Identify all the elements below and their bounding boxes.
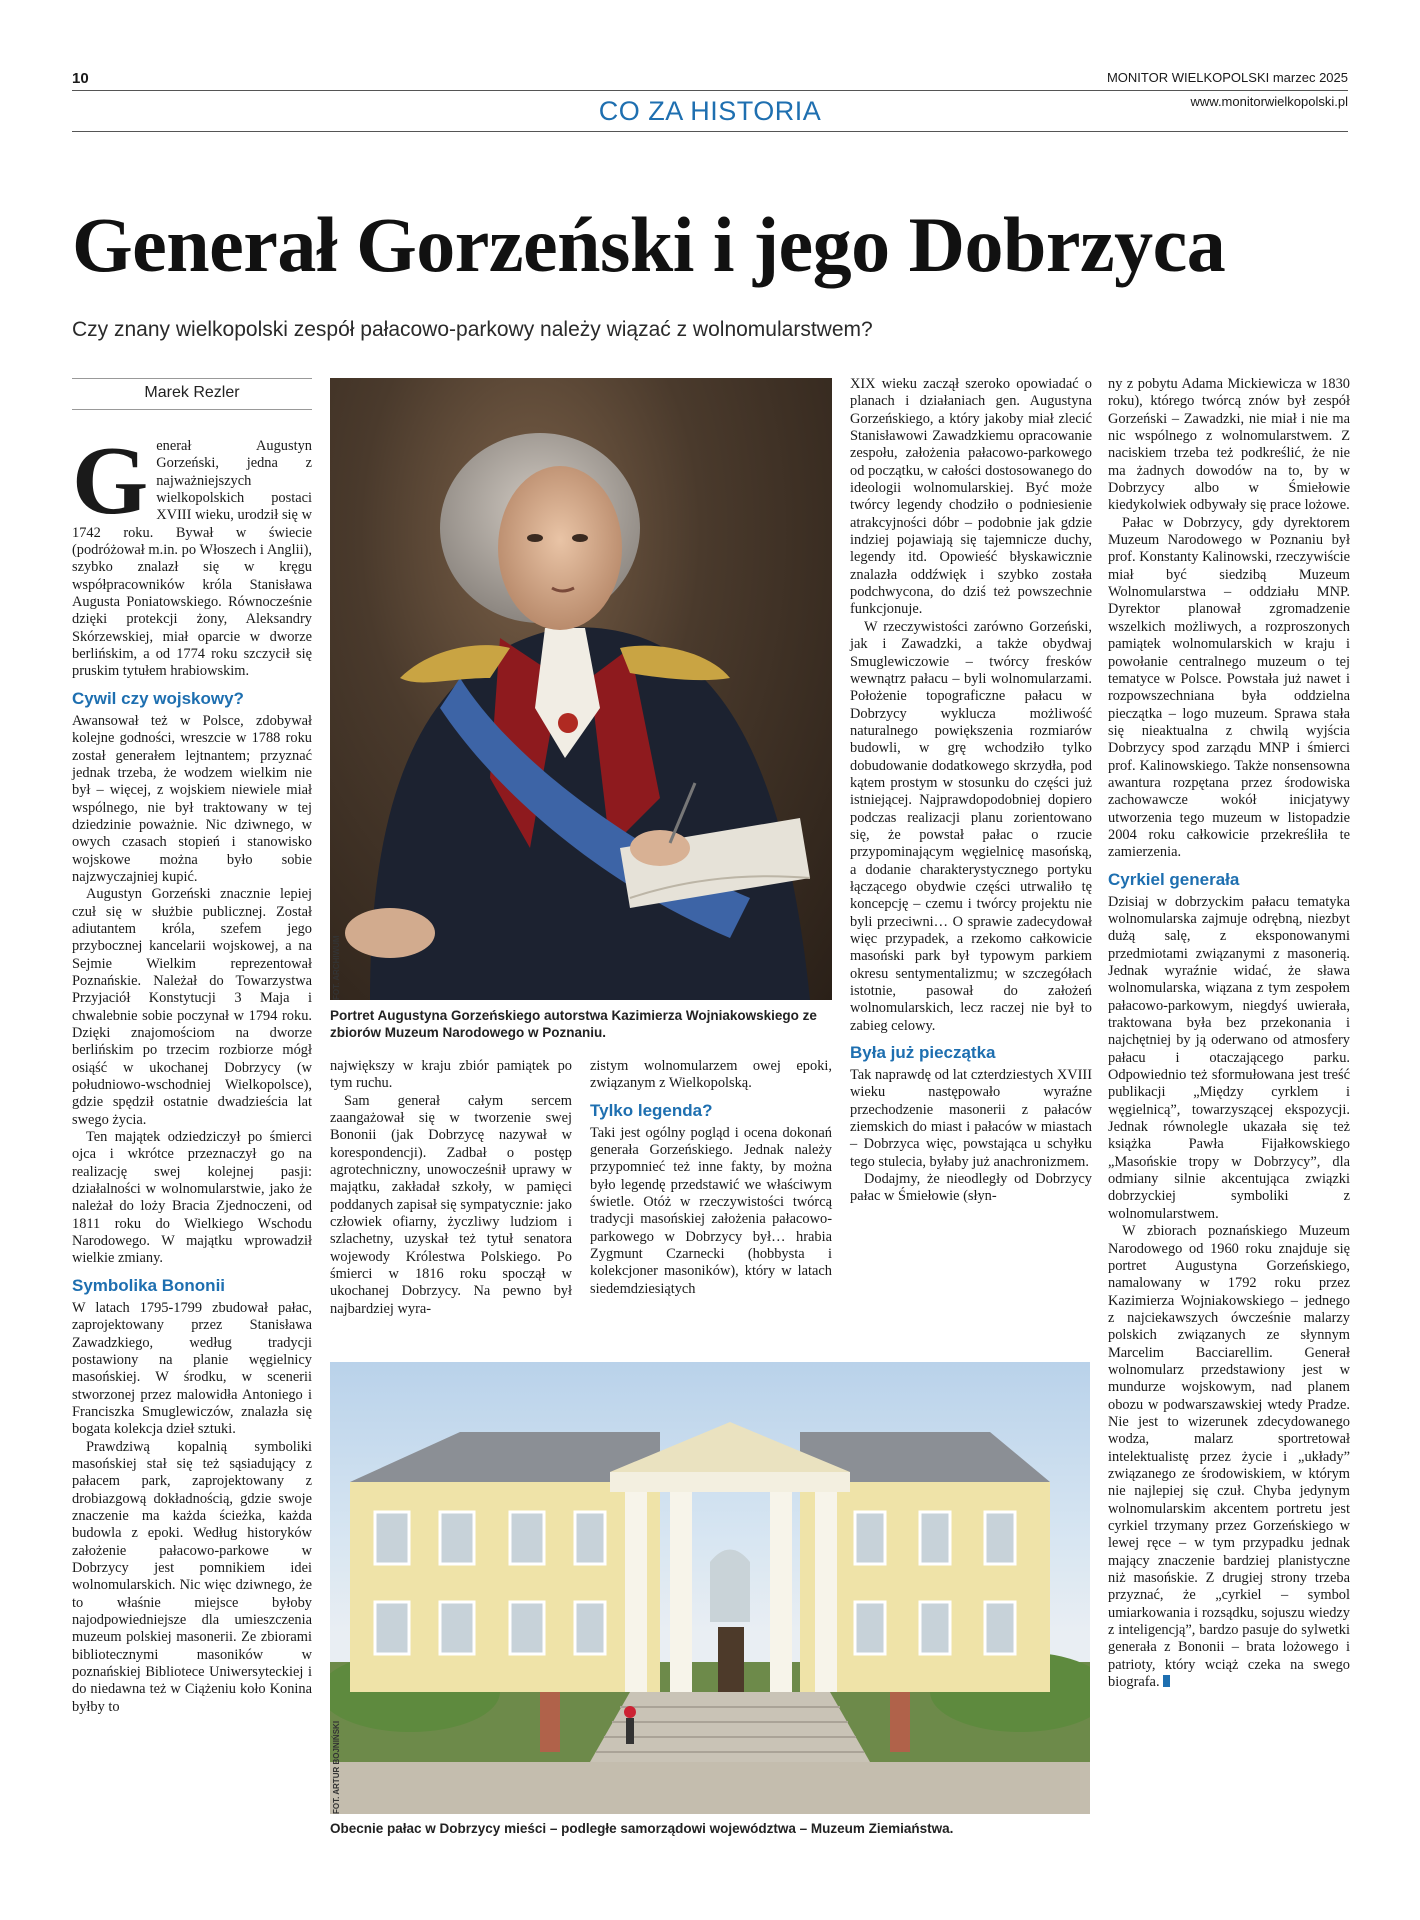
portrait-image	[330, 378, 832, 1000]
paragraph: W zbiorach poznańskiego Muzeum Narodowego od 1960 roku znajduje się portret Augustyna Gorzeńskiego, namalowany w 1792 roku przez Kazimierza Wojniakowskiego – jednego z najciekawszych ówcześnie malarzy polskich związanych ze słynnym Marcelim Bacciarellim. Generał wolnomularz przedstawiony jest w mundurze wojskowym, nad planem obozu w podwarszawskiej wtedy Pradze. Nie jest to wizerunek zdecydowanego wodza, malarz sportretował intelektualistę przez życie i „układy” związanego ze środowiskiem, w którym nie najlepiej się czuł. Chyba jedynym wolnomularskim akcentem portretu jest cyrkiel trzymany przez Gorzeńskiego w lewej ręce – w tym przypadku jednak mający znaczenie bardziej planistyczne niż masońskie. Z drugiej strony trzeba przyznać, że „cyrkiel – symbol umiarkowania i rozsądku, sojuszu wiedzy z inteligencją”, bardzo pasuje do sylwetki generała z Bononii – brata lożowego i patrioty, który wciąż czeka na swego biografa.	[1108, 1223, 1350, 1691]
paragraph: Dodajmy, że nieodległy od Dobrzycy pałac w Śmiełowie (słyn-	[850, 1171, 1092, 1205]
paragraph: Awansował też w Polsce, zdobywał kolejne godności, wreszcie w 1788 roku został generałem lejtnantem; przyznać jednak trzeba, że wodzem wielkim nie był – więcej, z wojskiem niewiele miał wspólnego, nie był traktowany w tej dziedzinie poważnie. Nic dziwnego, w owych czasach stopień i stanowisko wojskowe można było sobie najzwyczajniej kupić.	[72, 712, 312, 885]
photo-caption: Obecnie pałac w Dobrzycy mieści – podległe samorządowi województwa – Muzeum Ziemiaństwa.	[330, 1821, 954, 1836]
paragraph: Pałac w Dobrzycy, gdy dyrektorem Muzeum Narodowego w Poznaniu był prof. Konstanty Kalinowski, rzeczywiście miał być siedzibą Muzeum Wolnomularstwa – oddziału MNP. Dyrektor planował zgromadzenie wszelkich możliwych, a rozproszonych pamiątek wolnomularskich w kraju i powołanie centralnego muzeum o tej tematyce w Polsce. Powstała już nawet i rozpowszechniana była oddzielna pieczątka – logo muzeum. Sprawa stała się nieaktualna z chwilą wyjścia Dobrzycy spod zarządu MNP i śmierci prof. Kalinowskiego. Także nonsensowna awantura rozpętana przez środowiska zachowawcze wokół inicjatywy utworzenia tego muzeum w listopadzie 2004 roku całkowicie przekreśliła te zamierzenia.	[1108, 514, 1350, 861]
subheading: Była już pieczątka	[850, 1043, 996, 1063]
article-column-4	[850, 376, 1092, 1206]
paragraph: Augustyn Gorzeński znacznie lepiej czuł się w służbie publicznej. Został adiutantem króla, szefem jego przybocznej kancelarii wojskowej, a na Sejmie Wielkim reprezentował Poznańskie. Należał do Towarzystwa Przyjaciół Konstytucji 3 Maja i chwalebnie sobie poczynał w 1794 roku. Dzięki znajomościom na dworze berlińskim po trzecim rozbiorze mógł osiąść w ukochanej Dobrzycy (w południowo-wschodniej Wielkopolsce), gdzie spędził ostatnie dwadzieścia lat swego życia.	[72, 886, 312, 1128]
portrait-illustration	[330, 378, 832, 1000]
paragraph: XIX wieku zaczął szeroko opowiadać o planach i działaniach gen. Augustyna Gorzeńskiego, a który jakoby miał zlecić Stanisławowi Zawadzkiemu opracowanie zespołu, założenia pałacowo-parkowego od początku, w całości dostosowanego do ideologii wolnomularskiej. Być może twórcy legendy chodziło o podniesienie atrakcyjności dóbr – podobnie jak gdzie indziej pojawiają się tajemnicze duchy, legendy itd. Opowieść błyskawicznie znalazła oddźwięk i szybko została podchwycona, do dziś też powszechnie funkcjonuje.	[850, 376, 1092, 618]
publication-url: www.monitorwielkopolski.pl	[1190, 94, 1348, 109]
subheading: Symbolika Bononii	[72, 1275, 226, 1295]
portrait-credit: FOT. ARCHIWUM	[332, 935, 341, 1000]
publication-name: MONITOR WIELKOPOLSKI marzec 2025	[1106, 70, 1348, 85]
header-rule-top	[72, 90, 1348, 91]
article-column-1	[72, 427, 312, 1716]
paragraph: ny z pobytu Adama Mickiewicza w 1830 roku), którego twórcą znów był zespół Gorzeński – Zawadzki, nie miał i nie ma nic wspólnego z wolnomularstwem. Z naciskiem trzeba też podkreślić, że nie ma żadnych dowodów na to, by w Dobrzycy albo w Śmiełowie kiedykolwiek odbywały się prace lożowe.	[1108, 376, 1350, 514]
subheading: Cyrkiel generała	[1108, 869, 1240, 889]
author-byline: Marek Rezler	[72, 378, 312, 410]
paragraph: W rzeczywistości zarówno Gorzeński, jak i Zawadzki, a także obydwaj Smuglewiczowie – twórcy fresków wewnątrz pałacu – byli wolnomularzami. Położenie topograficzne pałacu w Dobrzycy wyklucza możliwość naturalnego powiększenia rozmiarów budowli, w grę wchodziło tylko dobudowanie dodatkowego skrzydła, pod kątem prostym w stosunku do części już istniejącej. Najprawdopodobniej dopiero podczas realizacji planu zorientowano się, że powstał pałac o rzucie przypominającym węgielnicę masońską, a dodanie charakterystycznego portyku łączącego obydwie części utrwaliło tę koncepcję – czemu i twórcy projektu nie byli przeciwni… O sprawie zadecydował więc przypadek, a rzekomo całkowicie masoński park był typowym parkiem okresu sentymentalizmu; w szczegółach istotnie, pasował do założeń wolnomularskich, lecz raczej nie był to zabieg celowy.	[850, 618, 1092, 1034]
paragraph: Dzisiaj w dobrzyckim pałacu tematyka wolnomularska zajmuje odrębną, niezbyt dużą salę, z eksponowanymi przedmiotami związanymi z masonerią. Jednak wyraźnie widać, że sława wolnomularska, wiązana z tym zespołem pałacowo-parkowym, niegdyś uwierała, traktowana była bez przekonania i najchętniej by ją oderwano od atmosfery pałacu i otaczającego parku. Odpowiednio też sformułowana jest treść publikacji „Między cyrklem i węgielnicą”, towarzyszącej ekspozycji. Jednak równolegle ukazała się też książka Pawła Fijałkowskiego „Masońskie tropy w Dobrzycy”, dla odmiany silnie akcentująca związki dobrzyckiej symboliki z wolnomularstwem.	[1108, 893, 1350, 1222]
paragraph: zistym wolnomularzem owej epoki, związanym z Wielkopolską.	[590, 1058, 832, 1092]
paragraph: największy w kraju zbiór pamiątek po tym ruchu.	[330, 1058, 572, 1092]
paragraph: Taki jest ogólny pogląd i ocena dokonań generała Gorzeńskiego. Jednak należy przypomnieć też inne fakty, by można było legendę przedstawić we właściwym świetle. Otóż w rzeczywistości twórcą tradycji masońskiej założenia pałacowo-parkowego w Dobrzycy był… hrabia Zygmunt Czarnecki (hobbysta i kolekcjoner masoników), który w latach siedemdziesiątych	[590, 1124, 832, 1297]
end-mark	[1163, 1675, 1170, 1687]
subheading: Cywil czy wojskowy?	[72, 688, 244, 708]
paragraph: Ten majątek odziedziczył po śmierci ojca i wkrótce przeznaczył go na realizację swej kolejnej pasji: działalności w wolnomularstwie, jako że należał do loży Bracia Zjednoczeni, od 1811 roku do Wielkiego Wschodu Narodowego. W majątku wprowadził wielkie zmiany.	[72, 1129, 312, 1267]
photo-credit: FOT. ARTUR BOJNIŃSKI	[332, 1720, 341, 1814]
subheading: Tylko legenda?	[590, 1100, 713, 1120]
palace-illustration	[330, 1362, 1090, 1814]
header-rule-bottom	[72, 131, 1348, 132]
section-title: CO ZA HISTORIA	[598, 96, 822, 126]
article-column-5	[1108, 376, 1350, 1691]
paragraph: Generał Augustyn Gorzeński, jedna z najważniejszych wielkopolskich postaci XVIII wieku, urodził się w 1742 roku. Bywał w świecie (podróżował m.in. po Włoszech i Anglii), szybko znalazł się w kręgu współpracowników króla Stanisława Augusta Poniatowskiego. Równocześnie dzięki protekcji żony, Aleksandry Skórzewskiej, miał oparcie w dworze berlińskim, a od 1774 roku szczycił się pruskim tytułem hrabiowskim.	[72, 427, 312, 680]
article-column-2	[330, 1058, 572, 1318]
article-column-3	[590, 1058, 832, 1298]
paragraph: Sam generał całym sercem zaangażował się w tworzenie swej Bononii (jak Dobrzycę nazywał w korespondencji). Zadbał o postęp agrotechniczny, unowocześnił uprawy w majątku, zakładał szkoły, w pamięci poddanych zapisał się sympatycznie: jako człowiek ofiarny, życzliwy ludziom i szlachetny, uzyskał też tytuł senatora wojewody Królestwa Polskiego. Po śmierci w 1816 roku spoczął w ukochanej Dobrzycy. Na pewno był najbardziej wyra-	[330, 1092, 572, 1317]
dropcap: G	[72, 427, 149, 535]
paragraph: Tak naprawdę od lat czterdziestych XVIII wieku następowało wyraźne przechodzenie masonerii z pałaców ziemskich do miast i pałaców w miastach – Dobrzyca więc, powstająca u schyłku tego stulecia, byłaby już anachronizmem.	[850, 1067, 1092, 1170]
paragraph: Prawdziwą kopalnią symboliki masońskiej stał się też sąsiadujący z pałacem park, zaprojektowany z drobiazgową dokładnością, gdzie swoje znaczenie ma każda ścieżka, każda budowla z epoki. Według historyków założenie pałacowo-parkowe w Dobrzycy jest pomnikiem idei wolnomularskich. Nic więc dziwnego, że to właśnie miejsce byłoby najodpowiedniejsze dla umieszczenia muzeum polskiej masonerii. Ze zbiorami bibliotecznymi masoników w poznańskiej Bibliotece Uniwersyteckiej i do niedawna też w Ciążeniu koło Konina byłby to	[72, 1438, 312, 1715]
article-title: Generał Gorzeński i jego Dobrzyca	[72, 201, 1226, 288]
portrait-caption: Portret Augustyna Gorzeńskiego autorstwa Kazimierza Wojniakowskiego ze zbiorów Muzeum Narodowego w Poznaniu.	[330, 1008, 817, 1040]
paragraph: W latach 1795-1799 zbudował pałac, zaprojektowany przez Stanisława Zawadzkiego, według tradycji postawiony na planie węgielnicy masońskiej. W środku, w scenerii stworzonej przez malowidła Antoniego i Franciszka Smuglewiczów, znalazła się bogata kolekcja dzieł sztuki.	[72, 1299, 312, 1438]
page-number: 10	[72, 70, 89, 87]
article-lead: Czy znany wielkopolski zespół pałacowo-parkowy należy wiązać z wolnomularstwem?	[72, 318, 873, 341]
palace-photo	[330, 1362, 1090, 1814]
